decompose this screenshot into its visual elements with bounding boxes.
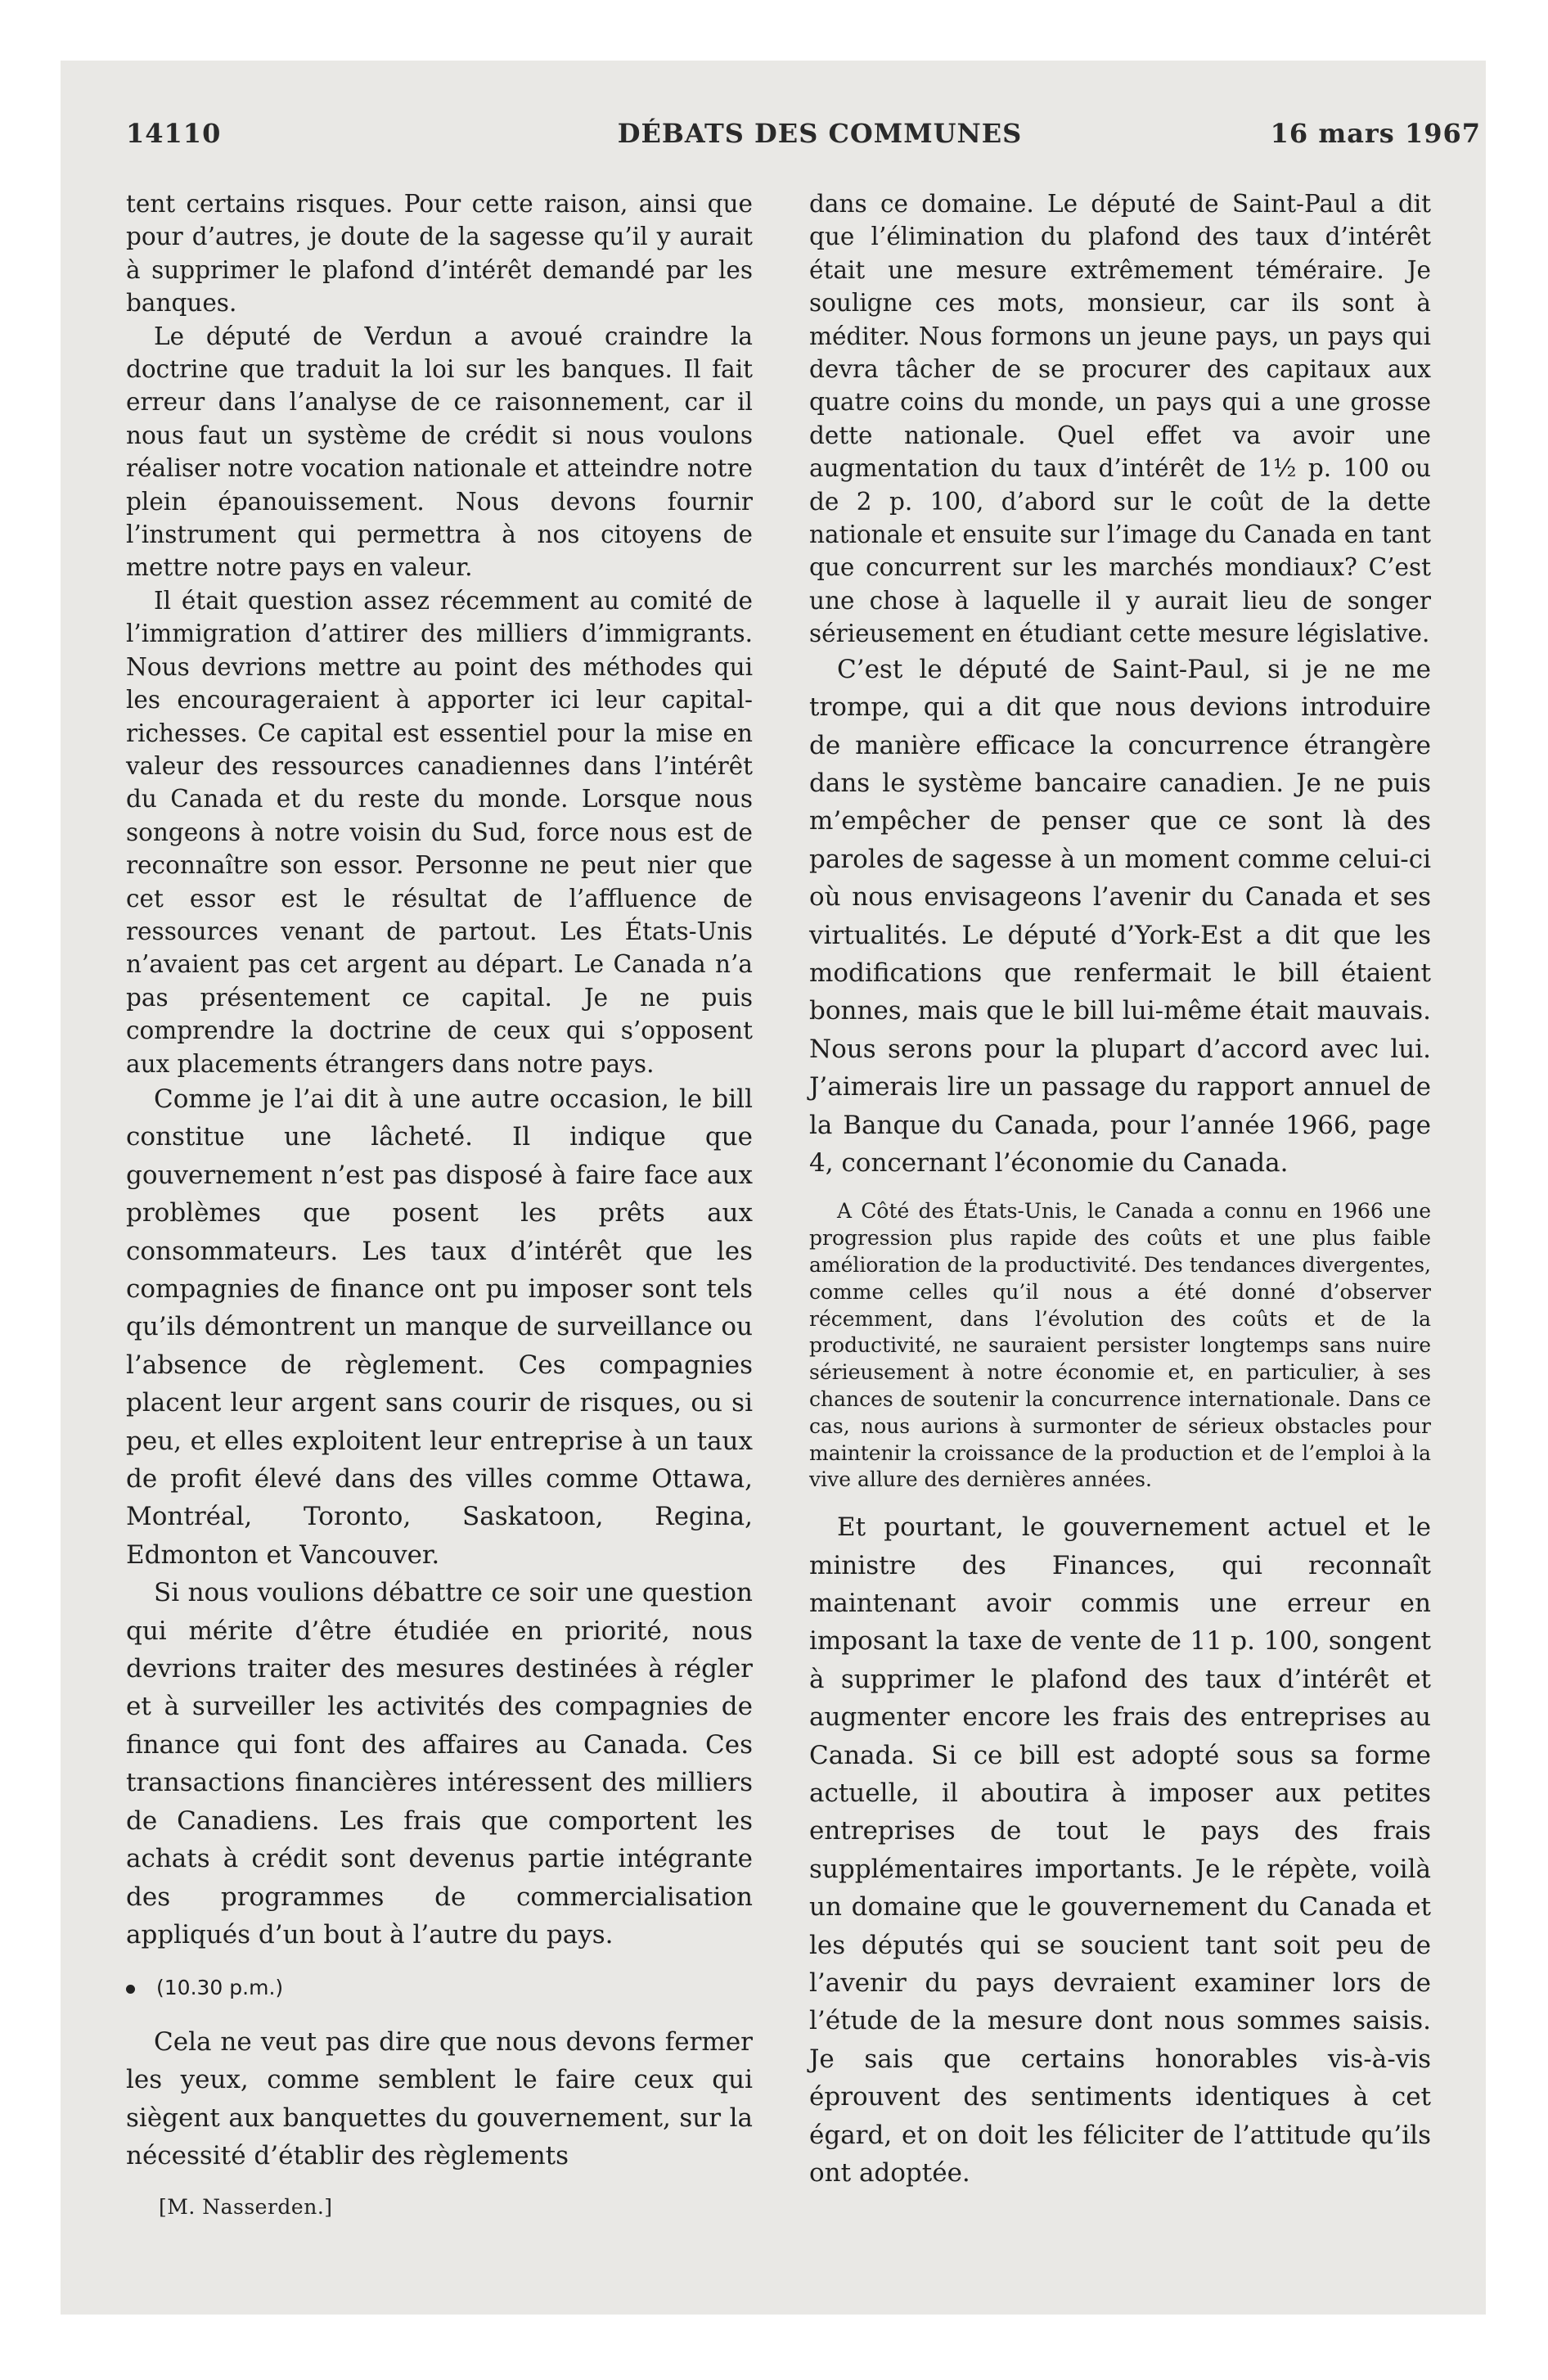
speaker-attribution: [M. Nasserden.] — [159, 2195, 333, 2220]
time-marker-text: (10.30 p.m.) — [156, 1976, 284, 2000]
paragraph: C’est le député de Saint-Paul, si je ne me trompe, qui a dit que nous devions introduire de manière efficace la concurrence étrangère dans le système bancaire canadien. Je ne puis m’empêcher de penser que ce sont là des paroles de sagesse à un moment comme celui-ci où nous envisageons l’avenir du Canada et ses virtualités. Le député d’York-Est a dit que les modifications que renfermait le bill étaient bonnes, mais que le bill lui-même était mauvais. Nous serons pour la plupart d’accord avec lui. J’aimerais lire un passage du rapport annuel de la Banque du Canada, pour l’année 1966, page 4, concernant l’économie du Canada. — [809, 654, 1431, 1178]
paragraph: Le député de Verdun a avoué craindre la doctrine que traduit la loi sur les banques. Il fait erreur dans l’analyse de ce raisonnement, car il nous faut un système de crédit si nous voulons réaliser notre vocation nationale et atteindre notre plein épanouissement. Nous devons fournir l’instrument qui permettra à nos citoyens de mettre notre pays en valeur. — [126, 322, 753, 582]
issue-date: 16 mars 1967 — [1270, 118, 1481, 149]
paragraph: Si nous voulions débattre ce soir une question qui mérite d’être étudiée en priorité, nous devrions traiter des mesures destinées à régler et à surveiller les activités des compagnies de finance qui font des affaires au Canada. Ces transactions financières intéressent des milliers de Canadiens. Les frais que comportent les achats à crédit sont devenus partie intégrante des programmes de commercialisation appliqués d’un bout à l’autre du pays. — [126, 1578, 753, 1950]
paragraph: Cela ne veut pas dire que nous devons fermer les yeux, comme semblent le faire ceux qui siègent aux banquettes du gouvernement, sur la nécessité d’établir des règlements — [126, 2026, 753, 2170]
left-column — [126, 187, 753, 2224]
block-quote: A Côté des États-Unis, le Canada a connu en 1966 une progression plus rapide des coûts et une plus faible amélioration de la productivité. Des tendances divergentes, comme celles qu’il nous a été donné d’observer récemment, dans l’évolution des coûts et de la productivité, ne sauraient persister longtemps sans nuire sérieusement à notre économie et, en particulier, à ses chances de soutenir la concurrence internationale. Dans ce cas, nous aurions à surmonter de sérieux obstacles pour maintenir la croissance de la production et de l’emploi à la vive allure des dernières années. — [809, 1199, 1431, 1492]
page-number: 14110 — [126, 118, 222, 149]
paragraph: Et pourtant, le gouvernement actuel et le ministre des Finances, qui reconnaît maintenant avoir commis une erreur en imposant la taxe de vente de 11 p. 100, songent à supprimer le plafond des taux d’intérêt et augmenter encore les frais des entreprises au Canada. Si ce bill est adopté sous sa forme actuelle, il aboutira à imposer aux petites entreprises de tout le pays des frais supplémentaires importants. Je le répète, voilà un domaine que le gouvernement du Canada et les députés qui se soucient tant soit peu de l’avenir du pays devraient examiner lors de l’étude de la mesure dont nous sommes saisis. Je sais que certains honorables vis-à-vis éprouvent des sentiments identiques à cet égard, et on doit les féliciter de l’attitude qu’ils ont adoptée. — [809, 1512, 1431, 2188]
paragraph: tent certains risques. Pour cette raison, ainsi que pour d’autres, je doute de la sagesse qu’il y aurait à supprimer le plafond d’intérêt demandé par les banques. — [126, 190, 753, 318]
publication-title: DÉBATS DES COMMUNES — [617, 118, 1023, 149]
bullet-icon — [126, 1985, 135, 1994]
paragraph: dans ce domaine. Le député de Saint-Paul a dit que l’élimination du plafond des taux d’intérêt était une mesure extrêmement téméraire. Je souligne ces mots, monsieur, car ils sont à méditer. Nous formons un jeune pays, un pays qui devra tâcher de se procurer des capitaux aux quatre coins du monde, un pays qui a une grosse dette nationale. Quel effet va avoir une augmentation du taux d’intérêt de 1½ p. 100 ou de 2 p. 100, d’abord sur le coût de la dette nationale et ensuite sur l’image du Canada en tant que concurrent sur les marchés mondiaux? C’est une chose à laquelle il y aurait lieu de songer sérieusement en étudiant cette mesure législative. — [809, 190, 1431, 648]
page-header — [126, 118, 1481, 159]
time-marker — [126, 1972, 753, 2004]
paragraph: Il était question assez récemment au comité de l’immigration d’attirer des milliers d’immigrants. Nous devrions mettre au point des méthodes qui les encourageraient à apporter ici leur capital-richesses. Ce capital est essentiel pour la mise en valeur des ressources canadiennes dans l’intérêt du Canada et du reste du monde. Lorsque nous songeons à notre voisin du Sud, force nous est de reconnaître son essor. Personne ne peut nier que cet essor est le résultat de l’affluence de ressources venant de partout. Les États-Unis n’avaient pas cet argent au départ. Le Canada n’a pas présentement ce capital. Je ne puis comprendre la doctrine de ceux qui s’opposent aux placements étrangers dans notre pays. — [126, 586, 753, 1078]
paragraph: Comme je l’ai dit à une autre occasion, le bill constitue une lâcheté. Il indique que gouvernement n’est pas disposé à faire face aux problèmes que posent les prêts aux consommateurs. Les taux d’intérêt que les compagnies de finance ont pu imposer sont tels qu’ils démontrent un manque de surveillance ou l’absence de règlement. Ces compagnies placent leur argent sans courir de risques, ou si peu, et elles exploitent leur entreprise à un taux de profit élevé dans des villes comme Ottawa, Montréal, Toronto, Saskatoon, Regina, Edmonton et Vancouver. — [126, 1084, 753, 1570]
scanned-page — [61, 61, 1486, 2315]
right-column — [809, 187, 1431, 2192]
